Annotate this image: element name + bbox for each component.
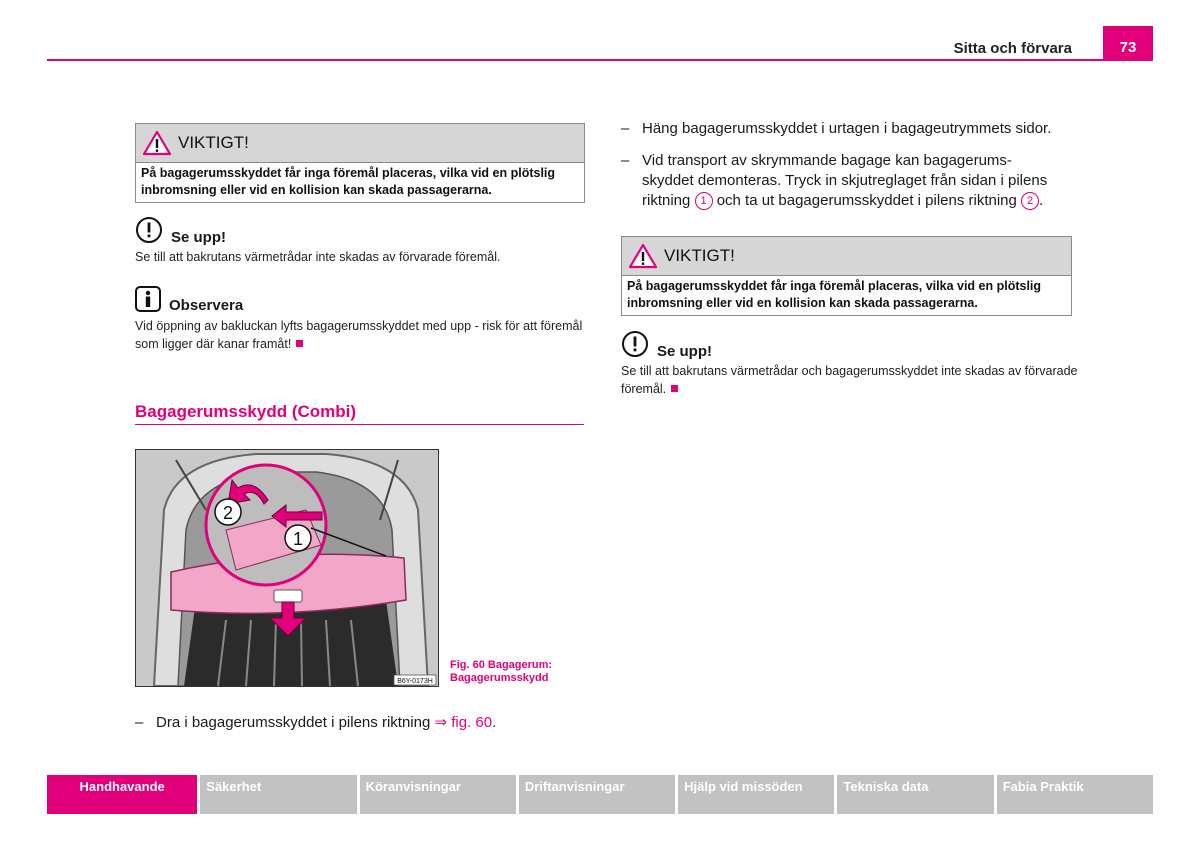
header-rule [47, 59, 1153, 61]
section-rule [135, 424, 584, 425]
callout-number-2: 2 [1021, 192, 1039, 210]
step2-text-b: och ta ut bagagerumsskyddet i pilens riktning [712, 192, 1022, 209]
end-marker [671, 385, 678, 392]
caution-title: Se upp! [657, 343, 712, 360]
warning-header [622, 237, 1071, 276]
exclamation-circle-icon [135, 216, 163, 244]
end-marker [296, 340, 303, 347]
figure-caption [450, 659, 552, 685]
caution-text: Se till att bakrutans värmetrådar inte skadas av förvarade föremål. [135, 250, 501, 264]
caution-note [135, 216, 585, 266]
info-icon [135, 286, 161, 312]
caution-text-block [621, 362, 1081, 398]
tab-koranvisningar[interactable]: Köranvisningar [360, 775, 516, 814]
caution-title: Se upp! [171, 229, 226, 246]
exclamation-circle-icon [621, 330, 649, 358]
warning-triangle-icon [628, 243, 658, 269]
step2-text-a: riktning [642, 192, 695, 209]
step-text: Dra i bagagerumsskyddet i pilens riktning [156, 714, 435, 731]
figure-luggage-cover [135, 449, 439, 687]
running-header: Sitta och förvara [953, 40, 1072, 57]
caution-note-right [621, 330, 1081, 398]
info-text-block [135, 317, 585, 353]
warning-title: VIKTIGT! [178, 133, 249, 152]
page-number: 73 [1103, 26, 1153, 59]
warning-title: VIKTIGT! [664, 246, 735, 265]
tab-fabia-praktik[interactable]: Fabia Praktik [997, 775, 1153, 814]
luggage-compartment-illustration [136, 450, 438, 686]
warning-header [136, 124, 584, 163]
bullet-dash: – [621, 152, 630, 169]
step-pull-cover [135, 713, 585, 733]
info-text: Vid öppning av bakluckan lyfts bagagerumsskyddet med upp - risk för att föremål som ligger där kanar framåt! [135, 319, 583, 351]
figure-code: B6Y-0173H [397, 678, 433, 685]
chapter-navigation [47, 775, 1153, 814]
warning-text: På bagagerumsskyddet får inga föremål placeras, vilka vid en plötslig inbromsning eller vid en kollision kan skada passagerarna. [141, 166, 556, 197]
caption-line-1: Fig. 60 Bagagerum: [450, 659, 553, 671]
warning-box [135, 123, 585, 203]
step-hang-cover [621, 119, 1091, 139]
caution-text: Se till att bakrutans värmetrådar och bagagerumsskyddet inte skadas av förvarade föremål. [621, 364, 1078, 396]
callout-number-1: 1 [695, 192, 713, 210]
warning-text: På bagagerumsskyddet får inga föremål placeras, vilka vid en plötslig inbromsning eller vid en kollision kan skada passagerarna. [627, 279, 1042, 310]
figure-label-2: 2 [222, 503, 234, 523]
figure-reference-link[interactable]: ⇒ fig. 60 [434, 714, 493, 731]
tab-tekniska-data[interactable]: Tekniska data [837, 775, 993, 814]
step2-line3 [642, 191, 1091, 211]
info-title: Observera [169, 297, 244, 314]
step-end: . [492, 714, 497, 731]
warning-triangle-icon [142, 130, 172, 156]
tab-driftanvisningar[interactable]: Driftanvisningar [519, 775, 675, 814]
step-remove-cover [621, 151, 1091, 211]
figure-label-1: 1 [292, 529, 304, 549]
tab-sakerhet[interactable]: Säkerhet [200, 775, 356, 814]
step2-text-c: . [1039, 192, 1044, 209]
caption-line-2: Bagagerumsskydd [450, 672, 549, 684]
step2-line2: skyddet demonteras. Tryck in skjutreglaget från sidan i pilens [642, 172, 1048, 189]
step2-line1: Vid transport av skrymmande bagage kan bagagerums- [642, 152, 1012, 169]
tab-hjalp-vid-missoden[interactable]: Hjälp vid missöden [678, 775, 834, 814]
warning-box-right [621, 236, 1072, 316]
bullet-dash: – [621, 120, 630, 137]
bullet-dash: – [135, 714, 144, 731]
tab-handhavande[interactable]: Handhavande [47, 775, 197, 814]
step1-text: Häng bagagerumsskyddet i urtagen i bagageutrymmets sidor. [642, 120, 1052, 137]
info-note [135, 286, 585, 353]
section-title: Bagagerumsskydd (Combi) [135, 402, 357, 421]
